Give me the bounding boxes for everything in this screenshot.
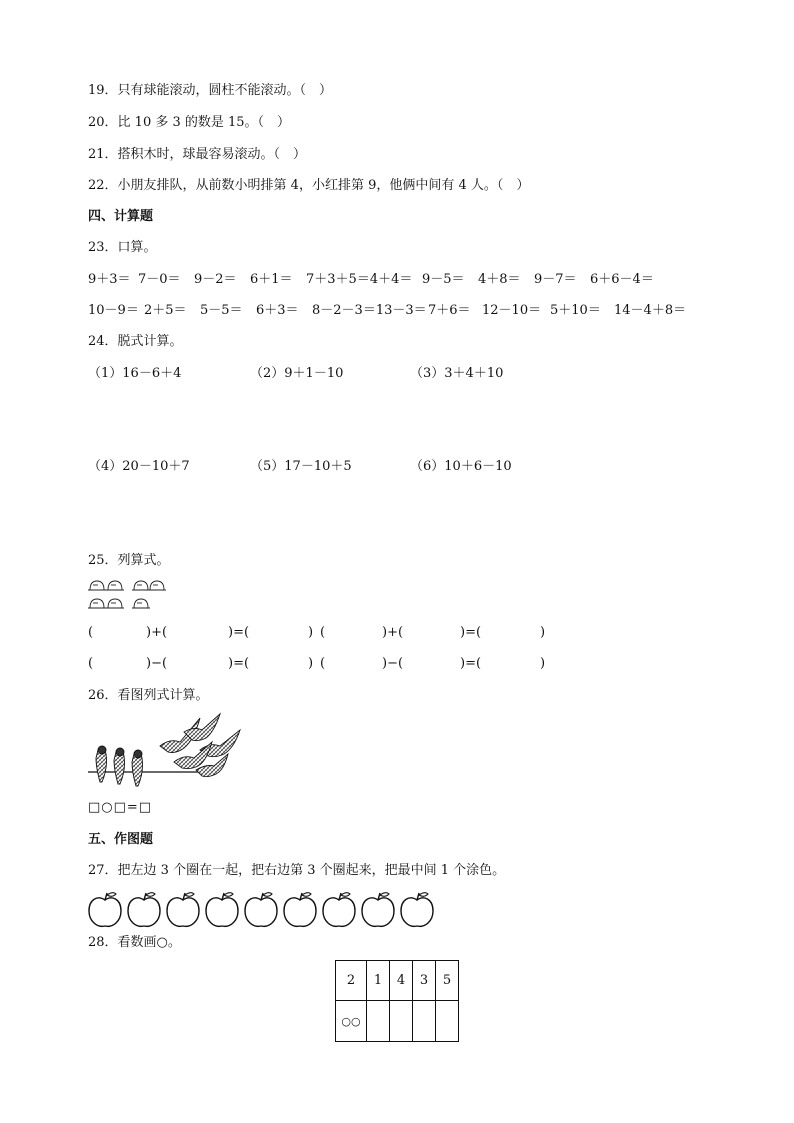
number-cell: 5	[436, 961, 459, 1001]
bracket-text: (	[88, 656, 94, 671]
section-5-title: 五、作图题	[88, 832, 154, 847]
expression: 2＋5＝	[144, 303, 187, 318]
expression: 14－4＋8＝	[614, 303, 687, 318]
number-cell: 2	[336, 961, 367, 1001]
bird-on-wire	[132, 750, 143, 786]
answer-cell[interactable]	[436, 1001, 459, 1042]
bracket-text: )	[540, 656, 546, 671]
apple-icon[interactable]	[245, 893, 277, 927]
apple-icon[interactable]	[128, 893, 160, 927]
question-20: 20．比 10 多 3 的数是 15。（ ）	[88, 115, 291, 130]
number-cell: 1	[367, 961, 390, 1001]
question-21: 21．搭积木时，球最容易滚动。（ ）	[88, 147, 307, 162]
question-26-title: 26．看图列式计算。	[88, 688, 209, 703]
number-cell: 4	[390, 961, 413, 1001]
step-calc-item: （1）16－6＋4	[88, 366, 182, 381]
bracket-text: )+(	[382, 625, 404, 640]
answer-cell[interactable]	[390, 1001, 413, 1042]
expression: 5－5＝	[200, 303, 243, 318]
expression: 7＋6＝	[428, 303, 471, 318]
question-22: 22．小朋友排队，从前数小明排第 4，小红排第 9，他俩中间有 4 人。（ ）	[88, 178, 530, 193]
expression: 6＋3＝	[256, 303, 299, 318]
apple-icon[interactable]	[89, 893, 121, 927]
bracket-text: (	[320, 625, 326, 640]
question-27-title: 27．把左边 3 个圈在一起，把右边第 3 个圈起来，把最中间 1 个涂色。	[88, 863, 506, 878]
bracket-text: )−(	[382, 656, 404, 671]
expression: 4＋8＝	[478, 272, 521, 287]
question-19: 19．只有球能滚动，圆柱不能滚动。（ ）	[88, 83, 333, 98]
step-calc-item: （4）20－10＋7	[88, 459, 190, 474]
answer-cell[interactable]	[367, 1001, 390, 1042]
bracket-text: )	[308, 625, 314, 640]
expression: 9－5＝	[422, 272, 465, 287]
step-calc-item: （3）3＋4＋10	[410, 366, 504, 381]
apple-icon[interactable]	[323, 893, 355, 927]
number-cell: 3	[413, 961, 436, 1001]
bracket-text: )=(	[460, 656, 482, 671]
birds-illustration	[88, 712, 244, 788]
bracket-text: )=(	[228, 656, 250, 671]
bracket-text: )=(	[228, 625, 250, 640]
bracket-text: )−(	[146, 656, 168, 671]
apple-icon[interactable]	[284, 893, 316, 927]
expression: 7－0＝	[138, 272, 181, 287]
expression: 5＋10＝	[550, 303, 601, 318]
answer-cell[interactable]	[413, 1001, 436, 1042]
expression: 7＋3＋5＝4＋4＝	[306, 272, 413, 287]
expression: 9－7＝	[534, 272, 577, 287]
apple-icon[interactable]	[362, 893, 394, 927]
bracket-text: (	[320, 656, 326, 671]
expression: 9＋3＝	[88, 272, 131, 287]
question-24-title: 24．脱式计算。	[88, 334, 183, 349]
expression: 12－10＝	[482, 303, 542, 318]
example-circles-cell: ○○	[336, 1001, 367, 1042]
apple-icon[interactable]	[167, 893, 199, 927]
expression: 6＋1＝	[250, 272, 293, 287]
apple-icon[interactable]	[401, 893, 433, 927]
question-25-title: 25．列算式。	[88, 553, 170, 568]
step-calc-item: （5）17－10＋5	[250, 459, 352, 474]
bracket-text: )+(	[146, 625, 168, 640]
bird-flying	[184, 714, 220, 741]
apple-row	[88, 890, 438, 930]
question-23-title: 23．口算。	[88, 240, 157, 255]
bracket-text: (	[88, 625, 94, 640]
peach-icon-group	[88, 577, 168, 611]
question-28-title: 28．看数画○。	[88, 935, 181, 950]
bird-on-wire	[96, 746, 107, 782]
expression: 8－2－3＝13－3＝	[312, 303, 427, 318]
step-calc-item: （2）9＋1－10	[250, 366, 344, 381]
bird-on-wire	[114, 748, 125, 784]
expression: 9－2＝	[194, 272, 237, 287]
section-4-title: 四、计算题	[88, 209, 154, 224]
formula-boxes: □○□=□	[88, 800, 153, 815]
apple-icon[interactable]	[206, 893, 238, 927]
bracket-text: )=(	[460, 625, 482, 640]
step-calc-item: （6）10＋6－10	[410, 459, 512, 474]
expression: 6＋6－4＝	[590, 272, 654, 287]
bracket-text: )	[540, 625, 546, 640]
expression: 10－9＝	[88, 303, 139, 318]
bracket-text: )	[308, 656, 314, 671]
count-draw-table	[335, 960, 459, 1042]
